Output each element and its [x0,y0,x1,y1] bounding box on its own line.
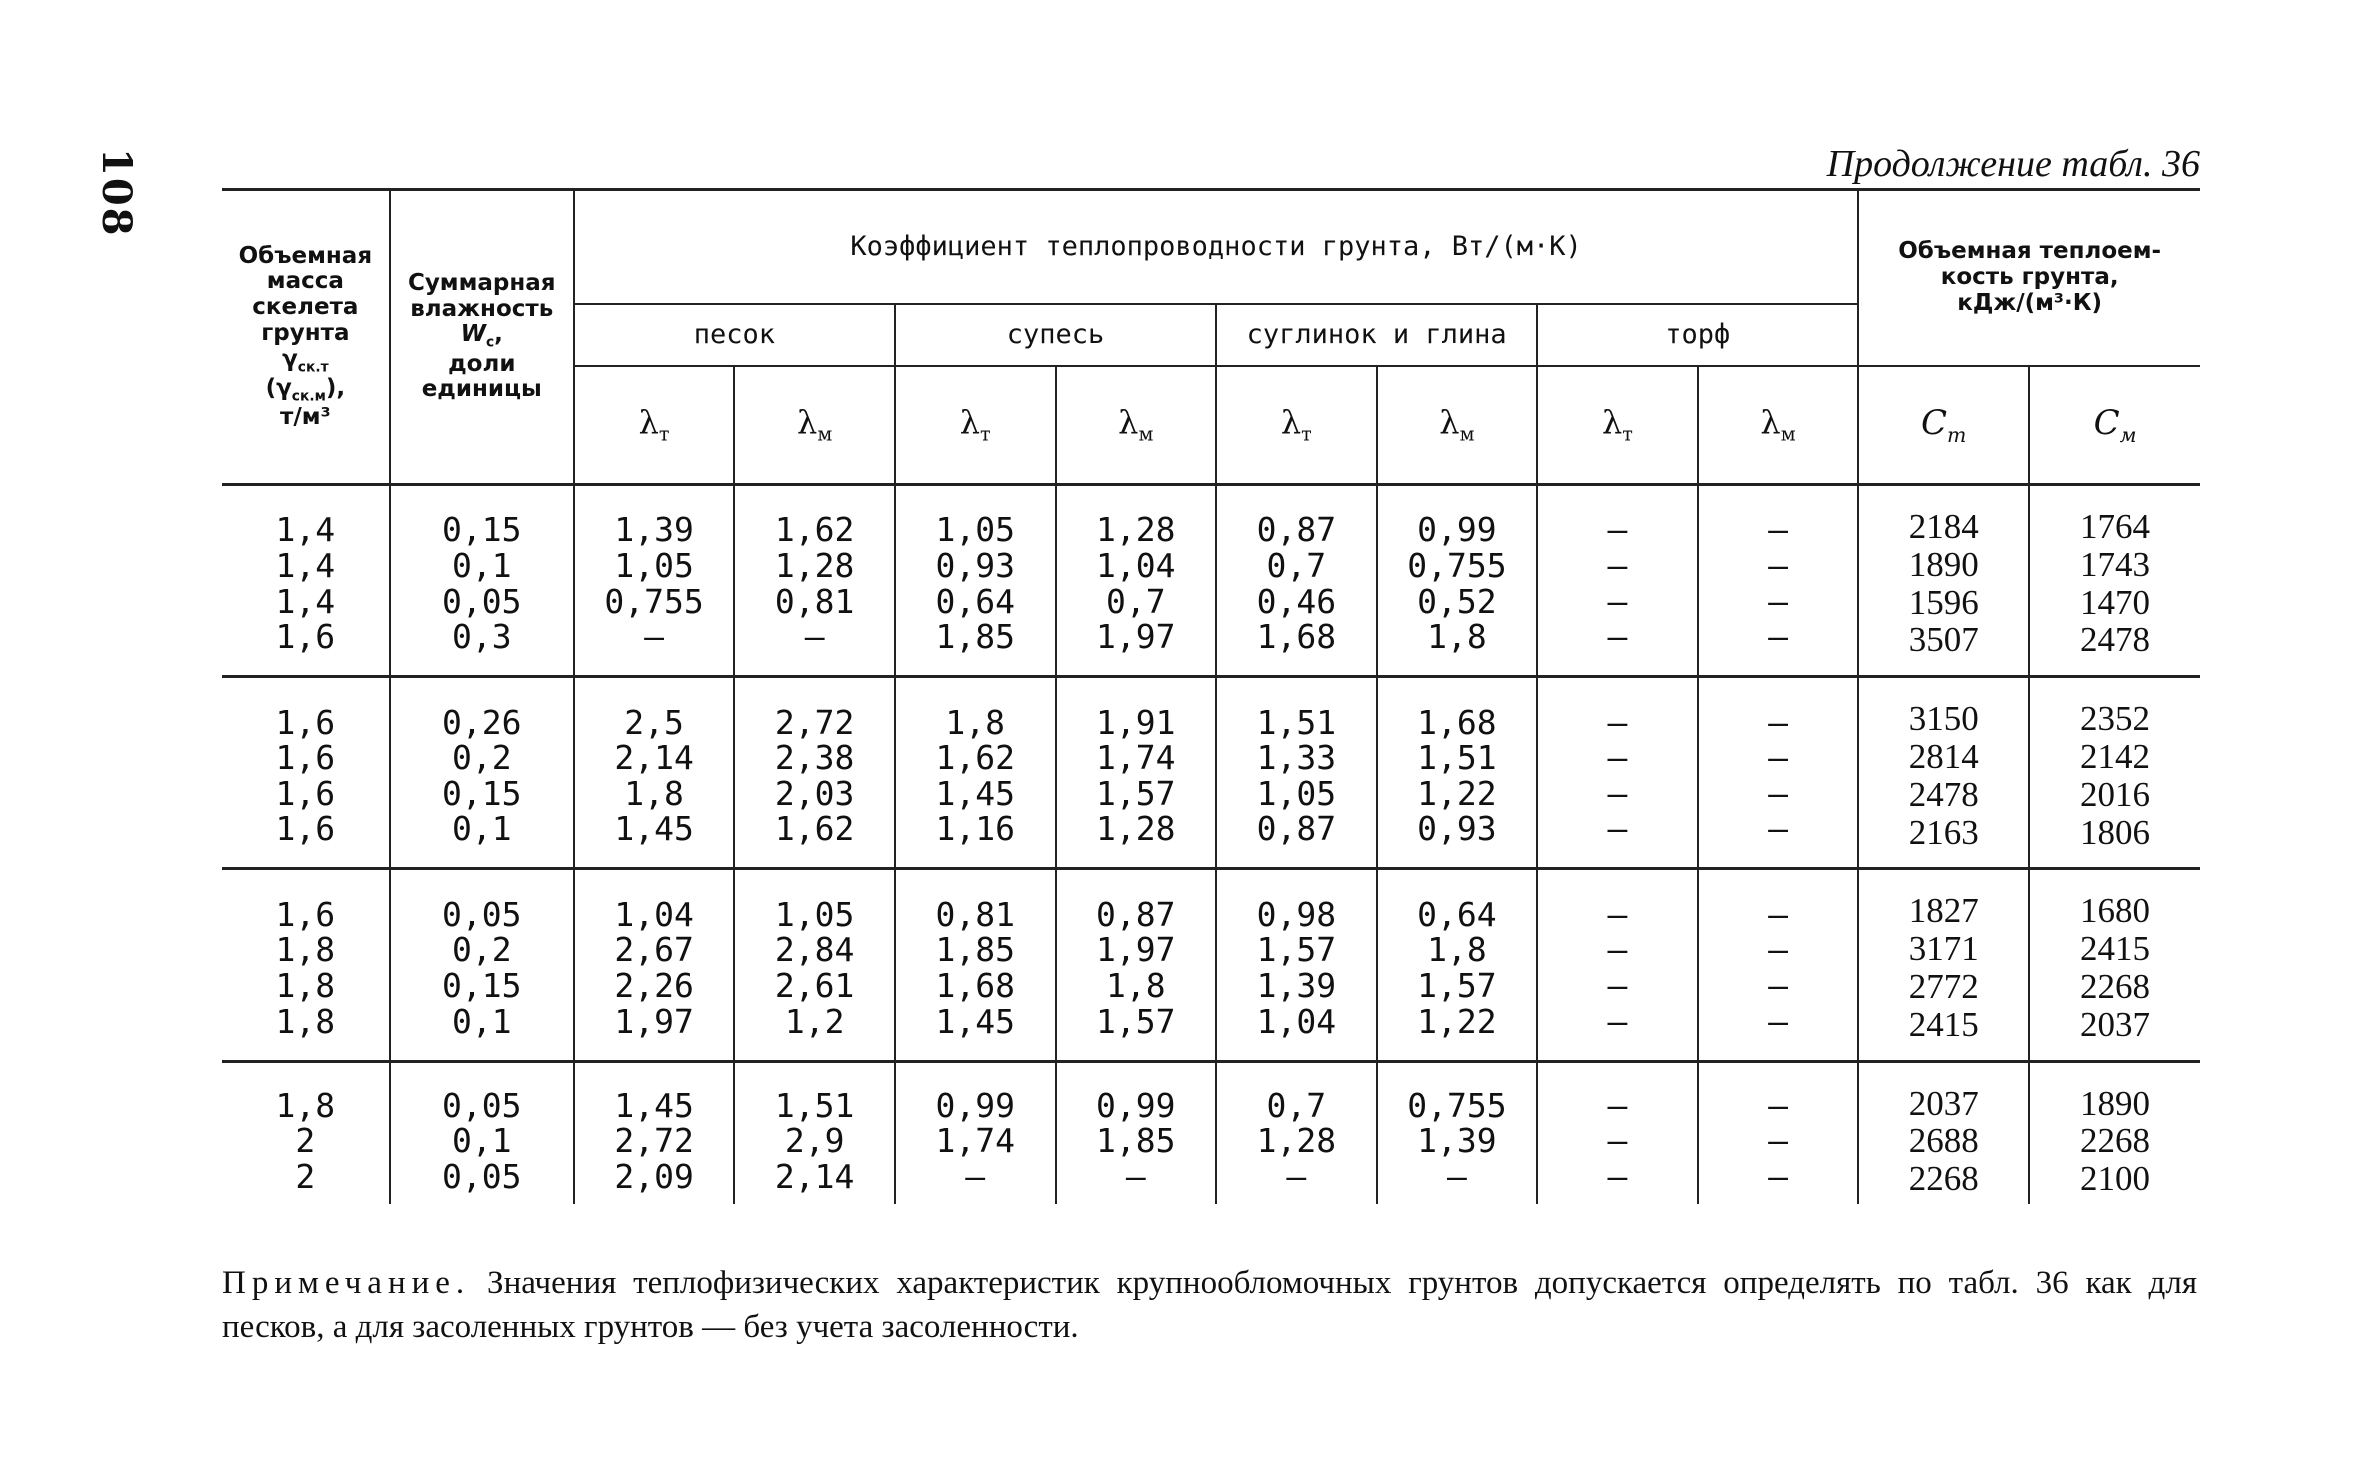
cell-cap-m [2029,677,2200,869]
cell-sandy-loam-m [1056,1061,1217,1204]
cell-value: 1764 [2080,507,2151,546]
cell-moisture [390,677,574,869]
cell-value: 1,39 [1417,1121,1497,1161]
cell-value: 1,8 [275,1085,336,1125]
cell-cap-m [2029,869,2200,1061]
cell-value: 1,16 [935,809,1015,849]
cell-value: 0,81 [774,581,855,621]
cell-loam-clay-t [1216,485,1377,677]
header-moisture-line4: доли [448,350,516,377]
header-density-line2: масса [266,268,344,295]
cell-peat-t [1537,869,1698,1061]
cell-value: 1,51 [774,1085,855,1125]
cell-value: 1,57 [1096,1001,1176,1041]
cell-value: — [1768,773,1788,813]
cell-value: 2142 [2080,736,2151,776]
cell-value: 1680 [2080,891,2151,931]
cell-value: 2268 [1908,1159,1979,1199]
cell-value: 1827 [1908,891,1979,931]
cell-value: — [1607,738,1628,778]
cell-value: 0,3 [451,617,512,657]
cell-density [222,869,390,1061]
cell-value: 1,57 [1417,965,1497,1005]
cell-value: 1,51 [1256,702,1337,742]
cell-value: 2688 [1908,1121,1979,1161]
cell-loam-clay-t [1216,1061,1377,1204]
cell-value: — [1607,894,1628,934]
cell-value: 2772 [1908,966,1979,1006]
cell-value: 2016 [2080,774,2151,814]
cell-value: — [1768,1121,1788,1161]
cell-value: 2,14 [774,1157,855,1197]
cell-value: 0,98 [1256,894,1337,934]
cell-sand-t [574,1061,735,1204]
cell-value: 0,05 [442,894,522,934]
cell-value: 1,45 [614,1085,694,1125]
header-group-sand: песок [574,304,895,366]
cell-value: — [1768,965,1788,1005]
header-density-unit: т/м³ [280,403,331,430]
cell-value: — [1768,809,1788,849]
cell-value: 2,84 [774,930,855,970]
cell-value: — [1768,702,1788,742]
page-number: 108 [93,148,140,238]
cell-value: — [1607,1001,1628,1041]
cell-value: — [644,617,665,657]
cell-value: 1,6 [275,773,336,813]
cell-moisture [390,485,574,677]
cell-value: 0,15 [442,965,522,1005]
cell-value: 1,4 [275,510,336,550]
cell-value: 3150 [1908,699,1979,739]
cell-value: 2037 [1908,1083,1979,1123]
cell-value: 1743 [2080,544,2151,584]
cell-moisture [390,869,574,1061]
cell-value: 1,05 [774,894,855,934]
cell-value: 0,93 [1417,809,1497,849]
cell-sand-m [734,1061,895,1204]
cell-value: — [1768,1157,1788,1197]
cell-value: — [1768,738,1788,778]
cell-value: 1,68 [935,965,1015,1005]
cell-value: 2478 [2080,620,2151,660]
cell-value: 1,6 [275,617,336,657]
table-row-group [222,869,2200,1061]
cell-sand-m [734,677,895,869]
header-moisture-line5: единицы [421,376,542,403]
cell-value: 1,05 [614,545,694,585]
cell-value: 1,8 [1105,965,1166,1005]
cell-loam-clay-m [1377,1061,1538,1204]
cell-value: 1890 [1908,544,1979,584]
cell-value: 2184 [1908,507,1979,546]
cell-value: 2 [295,1157,316,1197]
cell-peat-t [1537,1061,1698,1204]
header-heat-line1: Объемная теплоем- [1898,238,2162,265]
header-density-line4: грунта [261,319,350,346]
cell-value: 1,6 [275,894,336,934]
cell-peat-t [1537,485,1698,677]
cell-value: 1,8 [1427,930,1487,970]
cell-sandy-loam-t [895,485,1056,677]
cell-value: 0,64 [935,581,1015,621]
cell-value: 1,8 [945,702,1006,742]
cell-value: 2,9 [784,1121,845,1161]
cell-density [222,1061,390,1204]
header-heat-capacity [1858,190,2200,367]
cell-sandy-loam-t [895,1061,1056,1204]
cell-value: 2415 [2080,929,2151,969]
cell-value: 2268 [2080,1121,2151,1161]
cell-value: 1,4 [275,581,336,621]
note-label: Примечание. [222,1265,471,1301]
thermal-properties-table [222,188,2200,1204]
cell-value: 2,09 [614,1157,694,1197]
cell-loam-clay-m [1377,677,1538,869]
cell-value: 0,05 [442,1085,522,1125]
cell-value: 1,97 [614,1001,694,1041]
cell-value: 0,15 [442,773,522,813]
cell-sandy-loam-t [895,677,1056,869]
cell-value: — [1607,773,1628,813]
cell-value: 1,85 [935,617,1015,657]
cell-value: 0,05 [442,1157,522,1197]
cell-value: — [1607,930,1628,970]
cell-value: 1890 [2080,1083,2151,1123]
cell-value: 2,5 [624,702,684,742]
cell-value: 2,61 [774,965,855,1005]
header-moisture-symbol: $W_с$, [460,321,503,352]
cell-value: — [1607,1121,1628,1161]
cell-value: 1,6 [275,702,336,742]
cell-value: 2,26 [614,965,694,1005]
cell-value: 1,8 [275,930,336,970]
table-row-group [222,677,2200,869]
header-group-sandy-loam: супесь [895,304,1216,366]
cell-value: 0,2 [451,930,512,970]
cell-value: 1,45 [614,809,694,849]
header-sandy-loam-lambda-t: $\lambda_т$ [895,366,1056,485]
header-density-line3: скелета [252,294,359,321]
cell-value: 1,05 [935,510,1015,550]
table-row-group [222,485,2200,677]
cell-value: 3171 [1908,929,1979,969]
cell-value: — [1286,1157,1307,1197]
cell-value: 2,72 [614,1121,694,1161]
cell-sandy-loam-m [1056,869,1217,1061]
cell-value: 2352 [2080,699,2151,739]
header-group-peat: торф [1537,304,1858,366]
table-row-group [222,1061,2200,1204]
cell-value: — [965,1157,986,1197]
cell-value: 0,99 [1096,1085,1176,1125]
cell-value: 0,87 [1096,894,1176,934]
cell-value: 1,6 [275,738,336,778]
cell-value: 1,51 [1417,738,1497,778]
cell-value: 0,99 [935,1085,1015,1125]
cell-value: 0,99 [1417,510,1497,550]
cell-value: 2,03 [774,773,855,813]
cell-value: — [1768,545,1788,585]
cell-peat-m [1698,485,1859,677]
cell-value: 0,1 [451,545,512,585]
note-text: Значения теплофизических характеристик крупнообломочных грунтов допускается определять по табл. 36 как для песков, а для засоленных грунтов — без учета засоленности. [222,1265,2197,1345]
header-conductivity: Коэффициент теплопроводности грунта, Вт/(м·К) [574,190,1859,305]
cell-value: 1,22 [1417,773,1497,813]
header-capacity-t: $C_т$ [1858,366,2029,485]
cell-value: 1,39 [614,510,694,550]
cell-value: 1596 [1908,582,1979,622]
header-moisture-line1: Суммарная [407,269,556,296]
cell-value: — [1607,1157,1628,1197]
cell-sand-t [574,869,735,1061]
cell-value: 1,28 [1256,1121,1337,1161]
cell-moisture [390,1061,574,1204]
cell-sand-m [734,485,895,677]
cell-sandy-loam-m [1056,677,1217,869]
cell-density [222,677,390,869]
cell-cap-t [1858,869,2029,1061]
cell-cap-t [1858,1061,2029,1204]
cell-value: 2163 [1908,812,1979,852]
header-sand-lambda-m: $\lambda_м$ [734,366,895,485]
cell-value: 0,87 [1256,809,1337,849]
cell-value: 1,97 [1096,617,1176,657]
cell-value: 2,14 [614,738,694,778]
header-peat-lambda-m: $\lambda_м$ [1698,366,1859,485]
cell-value: — [1768,1001,1788,1041]
cell-value: — [1768,617,1788,657]
cell-value: 1,57 [1096,773,1176,813]
cell-value: 2268 [2080,966,2151,1006]
cell-value: — [1607,702,1628,742]
data-table-container [222,188,2200,1204]
cell-loam-clay-m [1377,485,1538,677]
cell-value: 0,7 [1266,1085,1327,1125]
cell-value: 0,81 [935,894,1015,934]
cell-value: 0,755 [1407,545,1507,585]
cell-cap-t [1858,677,2029,869]
header-density-symbol2: $(\gamma_{ск.м})$, [265,374,346,405]
cell-loam-clay-t [1216,869,1377,1061]
cell-value: — [1768,581,1788,621]
cell-value: 1,4 [275,545,336,585]
cell-value: 1,8 [1427,617,1487,657]
cell-peat-t [1537,677,1698,869]
cell-value: 0,7 [1105,581,1166,621]
cell-value: 0,7 [1266,545,1327,585]
cell-value: 0,15 [442,510,522,550]
cell-sand-t [574,485,735,677]
cell-value: 2100 [2080,1159,2151,1199]
cell-value: — [1768,894,1788,934]
cell-value: 1,33 [1256,738,1337,778]
cell-value: 0,93 [935,545,1015,585]
cell-value: 1,74 [935,1121,1015,1161]
cell-value: 2,72 [774,702,855,742]
cell-value: 1,04 [614,894,694,934]
cell-value: 1,62 [935,738,1015,778]
cell-value: 1,8 [275,1001,336,1041]
header-heat-line2: кость грунта, [1940,264,2119,291]
cell-value: 1,28 [1096,510,1176,550]
cell-value: 1,28 [774,545,855,585]
cell-value: 0,05 [442,581,522,621]
cell-value: 1,45 [935,773,1015,813]
cell-cap-m [2029,485,2200,677]
cell-value: 1,68 [1256,617,1337,657]
cell-value: — [1607,965,1628,1005]
cell-cap-m [2029,1061,2200,1204]
table-body [222,485,2200,1204]
cell-cap-t [1858,485,2029,677]
cell-value: 1,39 [1256,965,1337,1005]
cell-value: — [1768,510,1788,550]
header-loam-clay-lambda-t: $\lambda_т$ [1216,366,1377,485]
cell-sandy-loam-t [895,869,1056,1061]
cell-value: 1,04 [1096,545,1176,585]
cell-value: 0,26 [442,702,522,742]
cell-value: 1,85 [1096,1121,1176,1161]
cell-value: 0,52 [1417,581,1497,621]
header-loam-clay-lambda-m: $\lambda_м$ [1377,366,1538,485]
cell-value: 0,46 [1256,581,1337,621]
cell-value: 0,1 [451,1001,512,1041]
cell-value: 1,04 [1256,1001,1337,1041]
cell-value: — [1607,809,1628,849]
cell-sandy-loam-m [1056,485,1217,677]
header-heat-line3: кДж/(м³·К) [1957,289,2103,316]
cell-value: — [1446,1157,1467,1197]
cell-value: — [1768,1085,1788,1125]
cell-value: 3507 [1908,620,1979,660]
cell-value: 1,05 [1256,773,1337,813]
cell-value: 2,67 [614,930,694,970]
cell-value: — [1607,581,1628,621]
cell-density [222,485,390,677]
cell-value: 1,2 [784,1001,845,1041]
cell-loam-clay-m [1377,869,1538,1061]
cell-value: 0,87 [1256,510,1337,550]
header-peat-lambda-t: $\lambda_т$ [1537,366,1698,485]
cell-value: 1,45 [935,1001,1015,1041]
table-note [222,1262,2197,1349]
header-density-symbol1: $\gamma_{ск.т}$ [282,345,329,376]
cell-value: — [1607,1085,1628,1125]
cell-value: — [1607,510,1628,550]
cell-value: — [1125,1157,1146,1197]
header-capacity-m: $C_м$ [2029,366,2200,485]
table-continuation-label: Продолжение табл. 36 [1826,143,2200,185]
cell-loam-clay-t [1216,677,1377,869]
cell-value: 1806 [2080,812,2151,852]
cell-sand-m [734,869,895,1061]
header-sandy-loam-lambda-m: $\lambda_м$ [1056,366,1217,485]
cell-value: 2,38 [774,738,855,778]
header-density [222,190,390,485]
cell-sand-t [574,677,735,869]
cell-value: — [1607,617,1628,657]
cell-value: 1,85 [935,930,1015,970]
header-density-line1: Объемная [238,242,373,269]
header-sand-lambda-t: $\lambda_т$ [574,366,735,485]
cell-value: 1,74 [1096,738,1176,778]
cell-value: — [1607,545,1628,585]
header-moisture-line2: влажность [410,295,554,322]
cell-peat-m [1698,869,1859,1061]
cell-value: 2478 [1908,774,1979,814]
cell-value: 1,97 [1096,930,1176,970]
cell-value: 0,1 [451,1121,512,1161]
cell-value: 1,62 [774,510,855,550]
cell-peat-m [1698,1061,1859,1204]
header-group-loam-clay: суглинок и глина [1216,304,1537,366]
cell-value: — [1768,930,1788,970]
cell-value: 1,22 [1417,1001,1497,1041]
cell-value: 1,91 [1096,702,1176,742]
cell-value: 1470 [2080,582,2151,622]
cell-value: — [804,617,825,657]
cell-value: 0,64 [1417,894,1497,934]
cell-value: 2814 [1908,736,1979,776]
cell-value: 1,62 [774,809,855,849]
cell-value: 2 [295,1121,316,1161]
cell-value: 2415 [1908,1004,1979,1044]
cell-peat-m [1698,677,1859,869]
cell-value: 2037 [2080,1004,2151,1044]
cell-value: 1,8 [275,965,336,1005]
cell-value: 0,2 [451,738,512,778]
cell-value: 0,755 [604,581,704,621]
cell-value: 1,28 [1096,809,1176,849]
header-moisture [390,190,574,485]
cell-value: 1,8 [624,773,684,813]
cell-value: 0,755 [1407,1085,1507,1125]
cell-value: 1,57 [1256,930,1337,970]
cell-value: 1,68 [1417,702,1497,742]
cell-value: 1,6 [275,809,336,849]
cell-value: 0,1 [451,809,512,849]
